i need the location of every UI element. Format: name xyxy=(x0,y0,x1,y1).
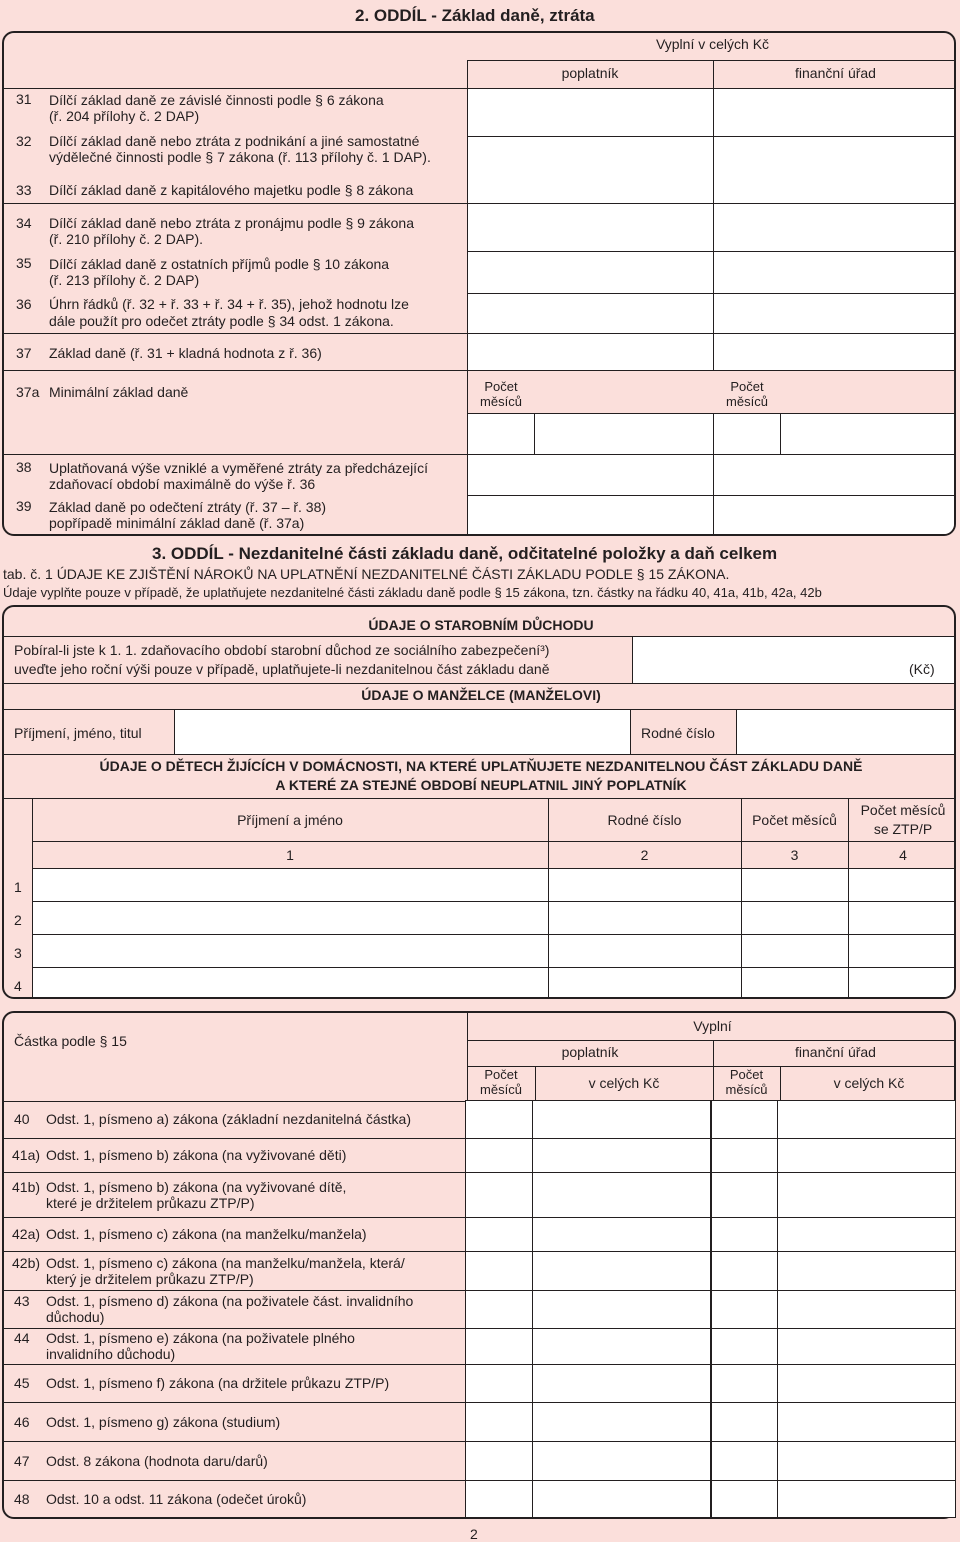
row8-office-months-input[interactable] xyxy=(711,1402,778,1442)
pension-label: Pobíral-li jste k 1. 1. zdaňovacího období starobní důchod ze sociálního zabezpečení³) xyxy=(14,642,550,658)
row-label: důchodu) xyxy=(46,1309,105,1325)
children-header: A KTERÉ ZA STEJNÉ OBDOBÍ NEUPLATNIL JINÝ POPLATNÍK xyxy=(275,777,687,793)
row-number: 43 xyxy=(14,1293,30,1309)
row9-office-months-input[interactable] xyxy=(711,1441,778,1481)
row5-office-months-input[interactable] xyxy=(711,1290,778,1329)
row-number: 46 xyxy=(14,1413,30,1430)
row-label: Dílčí základ daně z ostatních příjmů podle § 10 zákona xyxy=(49,256,390,272)
child1-ztp-input[interactable] xyxy=(848,868,956,902)
column-tax-office: finanční úřad xyxy=(795,1044,876,1060)
spouse-name-label: Příjmení, jméno, titul xyxy=(14,725,142,741)
row3-office-months-input[interactable] xyxy=(711,1217,778,1252)
child1-name-input[interactable] xyxy=(32,868,549,902)
row37a-office-amount-input[interactable] xyxy=(780,413,956,455)
row-divider xyxy=(4,1328,465,1329)
pension-unit: (Kč) xyxy=(909,661,935,677)
row1-payer-amount-input[interactable] xyxy=(532,1138,711,1173)
row0-office-months-input[interactable] xyxy=(711,1100,778,1139)
row6-payer-amount-input[interactable] xyxy=(532,1328,711,1365)
row2-office-months-input[interactable] xyxy=(711,1172,778,1218)
row1-office-amount-input[interactable] xyxy=(777,1138,956,1173)
row4-office-months-input[interactable] xyxy=(711,1251,778,1291)
child-row-number: 2 xyxy=(14,912,22,928)
child2-name-input[interactable] xyxy=(32,901,549,935)
row34-office-input[interactable] xyxy=(713,251,956,294)
row35-office-input[interactable] xyxy=(713,293,956,334)
row-number: 33 xyxy=(16,182,32,198)
row-number: 38 xyxy=(16,459,32,475)
row-label: výdělečné činnosti podle § 7 zákona (ř. 113 přílohy č. 1 DAP). xyxy=(49,149,431,165)
row-divider xyxy=(4,1217,465,1218)
row-number: 45 xyxy=(14,1375,30,1391)
row-label: Odst. 1, písmeno e) zákona (na poživatele plného xyxy=(46,1330,355,1346)
row10-payer-amount-input[interactable] xyxy=(532,1480,711,1518)
row4-payer-amount-input[interactable] xyxy=(532,1251,711,1291)
section3-title: 3. ODDÍL - Nezdanitelné části základu daně, odčitatelné položky a daň celkem xyxy=(152,544,778,563)
child-row-number: 3 xyxy=(14,945,22,961)
child4-name-input[interactable] xyxy=(32,967,549,999)
row36-37-office-input[interactable] xyxy=(713,333,956,371)
row10-office-amount-input[interactable] xyxy=(777,1480,956,1518)
fill-label: Vyplní xyxy=(693,1018,732,1034)
row6-payer-months-input[interactable] xyxy=(465,1328,533,1365)
child-row-number: 1 xyxy=(14,879,22,895)
row38-payer-input[interactable] xyxy=(467,454,714,496)
spouse-id-label: Rodné číslo xyxy=(641,725,715,741)
children-col-name: Příjmení a jméno xyxy=(237,812,343,828)
row8-office-amount-input[interactable] xyxy=(777,1402,956,1442)
row4-office-amount-input[interactable] xyxy=(777,1251,956,1291)
row3-payer-months-input[interactable] xyxy=(465,1217,533,1252)
row5-payer-months-input[interactable] xyxy=(465,1290,533,1329)
row9-payer-amount-input[interactable] xyxy=(532,1441,711,1481)
row-label: Dílčí základ daně ze závislé činnosti podle § 6 zákona xyxy=(49,92,384,108)
row33-office-input[interactable] xyxy=(713,203,956,252)
child2-ztp-input[interactable] xyxy=(848,901,956,935)
row7-payer-months-input[interactable] xyxy=(465,1364,533,1403)
row-number: 41a) xyxy=(12,1147,41,1163)
row5-payer-amount-input[interactable] xyxy=(532,1290,711,1329)
row-label: popřípadě minimální základ daně (ř. 37a) xyxy=(49,515,305,531)
row39-payer-input[interactable] xyxy=(467,495,714,536)
child1-id-input[interactable] xyxy=(548,868,742,902)
row3-payer-amount-input[interactable] xyxy=(532,1217,711,1252)
row-divider xyxy=(4,1172,465,1173)
pension-amount-input[interactable] xyxy=(632,636,956,684)
row10-payer-months-input[interactable] xyxy=(465,1480,533,1518)
row-divider xyxy=(4,1290,465,1291)
spouse-header: ÚDAJE O MANŽELCE (MANŽELOVI) xyxy=(361,687,601,703)
row8-payer-months-input[interactable] xyxy=(465,1402,533,1442)
row9-payer-months-input[interactable] xyxy=(465,1441,533,1481)
row-number: 39 xyxy=(16,498,32,514)
row-divider xyxy=(4,1364,465,1365)
child3-months-input[interactable] xyxy=(741,934,849,968)
months-label: Počet měsíců xyxy=(726,379,768,409)
row0-office-amount-input[interactable] xyxy=(777,1100,956,1139)
row38-office-input[interactable] xyxy=(713,454,956,496)
row32-payer-input[interactable] xyxy=(467,136,714,204)
row-number: 36 xyxy=(16,296,32,312)
section15-label: Částka podle § 15 xyxy=(14,1033,127,1049)
row-label: Odst. 1, písmeno b) zákona (na vyživované dítě, xyxy=(46,1178,347,1195)
children-header: ÚDAJE O DĚTECH ŽIJÍCÍCH V DOMÁCNOSTI, NA KTERÉ UPLATŇUJETE NEZDANITELNOU ČÁST ZÁKLADU DANĚ xyxy=(99,758,863,774)
row-label: Odst. 1, písmeno d) zákona (na poživatele část. invalidního xyxy=(46,1293,414,1309)
row34-payer-input[interactable] xyxy=(467,251,714,294)
row-label: invalidního důchodu) xyxy=(46,1346,176,1362)
row36-37-payer-input[interactable] xyxy=(467,333,714,371)
row-number: 34 xyxy=(16,215,32,231)
row2-office-amount-input[interactable] xyxy=(777,1172,956,1218)
column-tax-office: finanční úřad xyxy=(795,65,876,81)
row-number: 48 xyxy=(14,1490,30,1507)
row-number: 35 xyxy=(16,255,32,271)
row35-payer-input[interactable] xyxy=(467,293,714,334)
pension-header: ÚDAJE O STAROBNÍM DŮCHODU xyxy=(368,617,594,633)
spouse-name-input[interactable] xyxy=(174,709,631,755)
row-number: 37a xyxy=(16,384,40,400)
table1-note: Údaje vyplňte pouze v případě, že uplatňujete nezdanitelné části základu daně podle § 15 zákona, tzn. částky na řádku 40, 41a, 41b, 42a, 42b xyxy=(3,585,822,600)
row-label: Odst. 1, písmeno c) zákona (na manželku/manžela, která/ xyxy=(46,1254,405,1271)
row5-office-amount-input[interactable] xyxy=(777,1290,956,1329)
row3-office-amount-input[interactable] xyxy=(777,1217,956,1252)
child-row-number: 4 xyxy=(14,978,22,994)
row-label: Odst. 10 a odst. 11 zákona (odečet úroků) xyxy=(46,1490,307,1507)
row-label: Základ daně (ř. 31 + kladná hodnota z ř. 36) xyxy=(49,345,322,361)
column-payer: poplatník xyxy=(561,1044,619,1060)
row37a-office-months-input[interactable] xyxy=(713,413,781,455)
row-label: Odst. 8 zákona (hodnota daru/darů) xyxy=(46,1452,268,1469)
section2-title: 2. ODDÍL - Základ daně, ztráta xyxy=(355,6,595,25)
row37a-payer-months-input[interactable] xyxy=(467,413,535,455)
children-col-months: Počet měsíců xyxy=(752,812,837,828)
row-label: (ř. 210 přílohy č. 2 DAP). xyxy=(49,231,204,247)
row-number: 32 xyxy=(16,133,32,149)
row8-payer-amount-input[interactable] xyxy=(532,1402,711,1442)
row-label: Odst. 1, písmeno c) zákona (na manželku/manžela) xyxy=(46,1226,367,1242)
row32-office-input[interactable] xyxy=(713,136,956,204)
row9-office-amount-input[interactable] xyxy=(777,1441,956,1481)
row-label: Odst. 1, písmeno f) zákona (na držitele průkazu ZTP/P) xyxy=(46,1375,390,1391)
row-number: 40 xyxy=(14,1111,30,1127)
column-number: 4 xyxy=(899,847,907,863)
row-label: Odst. 1, písmeno b) zákona (na vyživované děti) xyxy=(46,1147,347,1163)
row-divider xyxy=(4,1138,465,1139)
row33-payer-input[interactable] xyxy=(467,203,714,252)
row-label: Uplatňovaná výše vzniklé a vyměřené ztráty za předcházející xyxy=(49,460,428,476)
child3-id-input[interactable] xyxy=(548,934,742,968)
child1-months-input[interactable] xyxy=(741,868,849,902)
child2-months-input[interactable] xyxy=(741,901,849,935)
row39-office-input[interactable] xyxy=(713,495,956,536)
row-label: Dílčí základ daně nebo ztráta z pronájmu podle § 9 zákona xyxy=(49,215,415,231)
child3-name-input[interactable] xyxy=(32,934,549,968)
child4-ztp-input[interactable] xyxy=(848,967,956,999)
row-number: 37 xyxy=(16,345,32,361)
fill-in-whole-czk-note: Vyplní v celých Kč xyxy=(655,36,770,52)
row-divider xyxy=(4,1441,465,1442)
row10-office-months-input[interactable] xyxy=(711,1480,778,1518)
page-number: 2 xyxy=(470,1526,478,1542)
row-label: Základ daně po odečtení ztráty (ř. 37 – ř. 38) xyxy=(49,499,327,515)
column-payer: poplatník xyxy=(561,65,619,81)
row-label: (ř. 204 přílohy č. 2 DAP) xyxy=(49,108,200,124)
row-number: 42a) xyxy=(12,1226,41,1242)
row-number: 41b) xyxy=(12,1178,41,1195)
months-label: Počet měsíců xyxy=(725,1067,768,1097)
row-label: (ř. 213 přílohy č. 2 DAP) xyxy=(49,272,200,288)
months-label: Počet měsíců xyxy=(480,379,522,409)
section2-panel xyxy=(2,31,956,536)
row-number: 44 xyxy=(14,1330,30,1346)
child3-ztp-input[interactable] xyxy=(848,934,956,968)
row0-payer-months-input[interactable] xyxy=(465,1100,533,1139)
column-number: 2 xyxy=(640,847,649,863)
row-label: zdaňovací období maximálně do výše ř. 36 xyxy=(49,476,316,492)
row1-office-months-input[interactable] xyxy=(711,1138,778,1173)
children-col-id: Rodné číslo xyxy=(607,812,682,828)
row7-payer-amount-input[interactable] xyxy=(532,1364,711,1403)
row2-payer-months-input[interactable] xyxy=(465,1172,533,1218)
pension-label: uveďte jeho roční výši pouze v případě, uplatňujete-li nezdanitelnou část základu daně xyxy=(14,661,550,677)
row-label: který je držitelem průkazu ZTP/P) xyxy=(46,1270,254,1287)
row6-office-months-input[interactable] xyxy=(711,1328,778,1365)
row-label: Úhrn řádků (ř. 32 + ř. 33 + ř. 34 + ř. 35), jehož hodnotu lze xyxy=(49,296,409,312)
row-label: dále použít pro odečet ztráty podle § 34 odst. 1 zákona. xyxy=(49,313,394,329)
row-label: které je držitelem průkazu ZTP/P) xyxy=(46,1194,255,1211)
row-label: Odst. 1, písmeno g) zákona (studium) xyxy=(46,1413,281,1430)
row6-office-amount-input[interactable] xyxy=(777,1328,956,1365)
row-divider xyxy=(4,1480,465,1481)
row-label: Odst. 1, písmeno a) zákona (základní nezdanitelná částka) xyxy=(46,1111,411,1127)
row-label: Dílčí základ daně nebo ztráta z podnikání a jiné samostatné xyxy=(49,133,420,149)
row-divider xyxy=(4,1402,465,1403)
row-number: 47 xyxy=(14,1452,30,1469)
row2-payer-amount-input[interactable] xyxy=(532,1172,711,1218)
spouse-id-input[interactable] xyxy=(736,709,956,755)
whole-czk-label: v celých Kč xyxy=(833,1075,905,1091)
months-label: Počet měsíců xyxy=(480,1067,522,1097)
row7-office-months-input[interactable] xyxy=(711,1364,778,1403)
row-number: 31 xyxy=(16,91,32,107)
row-divider xyxy=(4,1251,465,1252)
table1-title: tab. č. 1 ÚDAJE KE ZJIŠTĚNÍ NÁROKŮ NA UPLATNĚNÍ NEZDANITELNÉ ČÁSTI ZÁKLADU PODLE § 15 ZÁKONA. xyxy=(3,566,730,582)
row-label: Dílčí základ daně z kapitálového majetku podle § 8 zákona xyxy=(49,182,414,198)
row-number: 42b) xyxy=(12,1254,41,1271)
child4-months-input[interactable] xyxy=(741,967,849,999)
column-number: 1 xyxy=(286,847,294,863)
child4-id-input[interactable] xyxy=(548,967,742,999)
row1-payer-months-input[interactable] xyxy=(465,1138,533,1173)
section3-table1-panel xyxy=(2,605,956,999)
row4-payer-months-input[interactable] xyxy=(465,1251,533,1291)
column-number: 3 xyxy=(790,847,799,863)
row7-office-amount-input[interactable] xyxy=(777,1364,956,1403)
child2-id-input[interactable] xyxy=(548,901,742,935)
row37a-payer-amount-input[interactable] xyxy=(534,413,714,455)
whole-czk-label: v celých Kč xyxy=(588,1075,660,1091)
row31-payer-input[interactable] xyxy=(467,88,714,137)
row-label: Minimální základ daně xyxy=(49,384,189,400)
row31-office-input[interactable] xyxy=(713,88,956,137)
children-col-ztp-months: Počet měsíců se ZTP/P xyxy=(860,802,946,837)
row0-payer-amount-input[interactable] xyxy=(532,1100,711,1139)
